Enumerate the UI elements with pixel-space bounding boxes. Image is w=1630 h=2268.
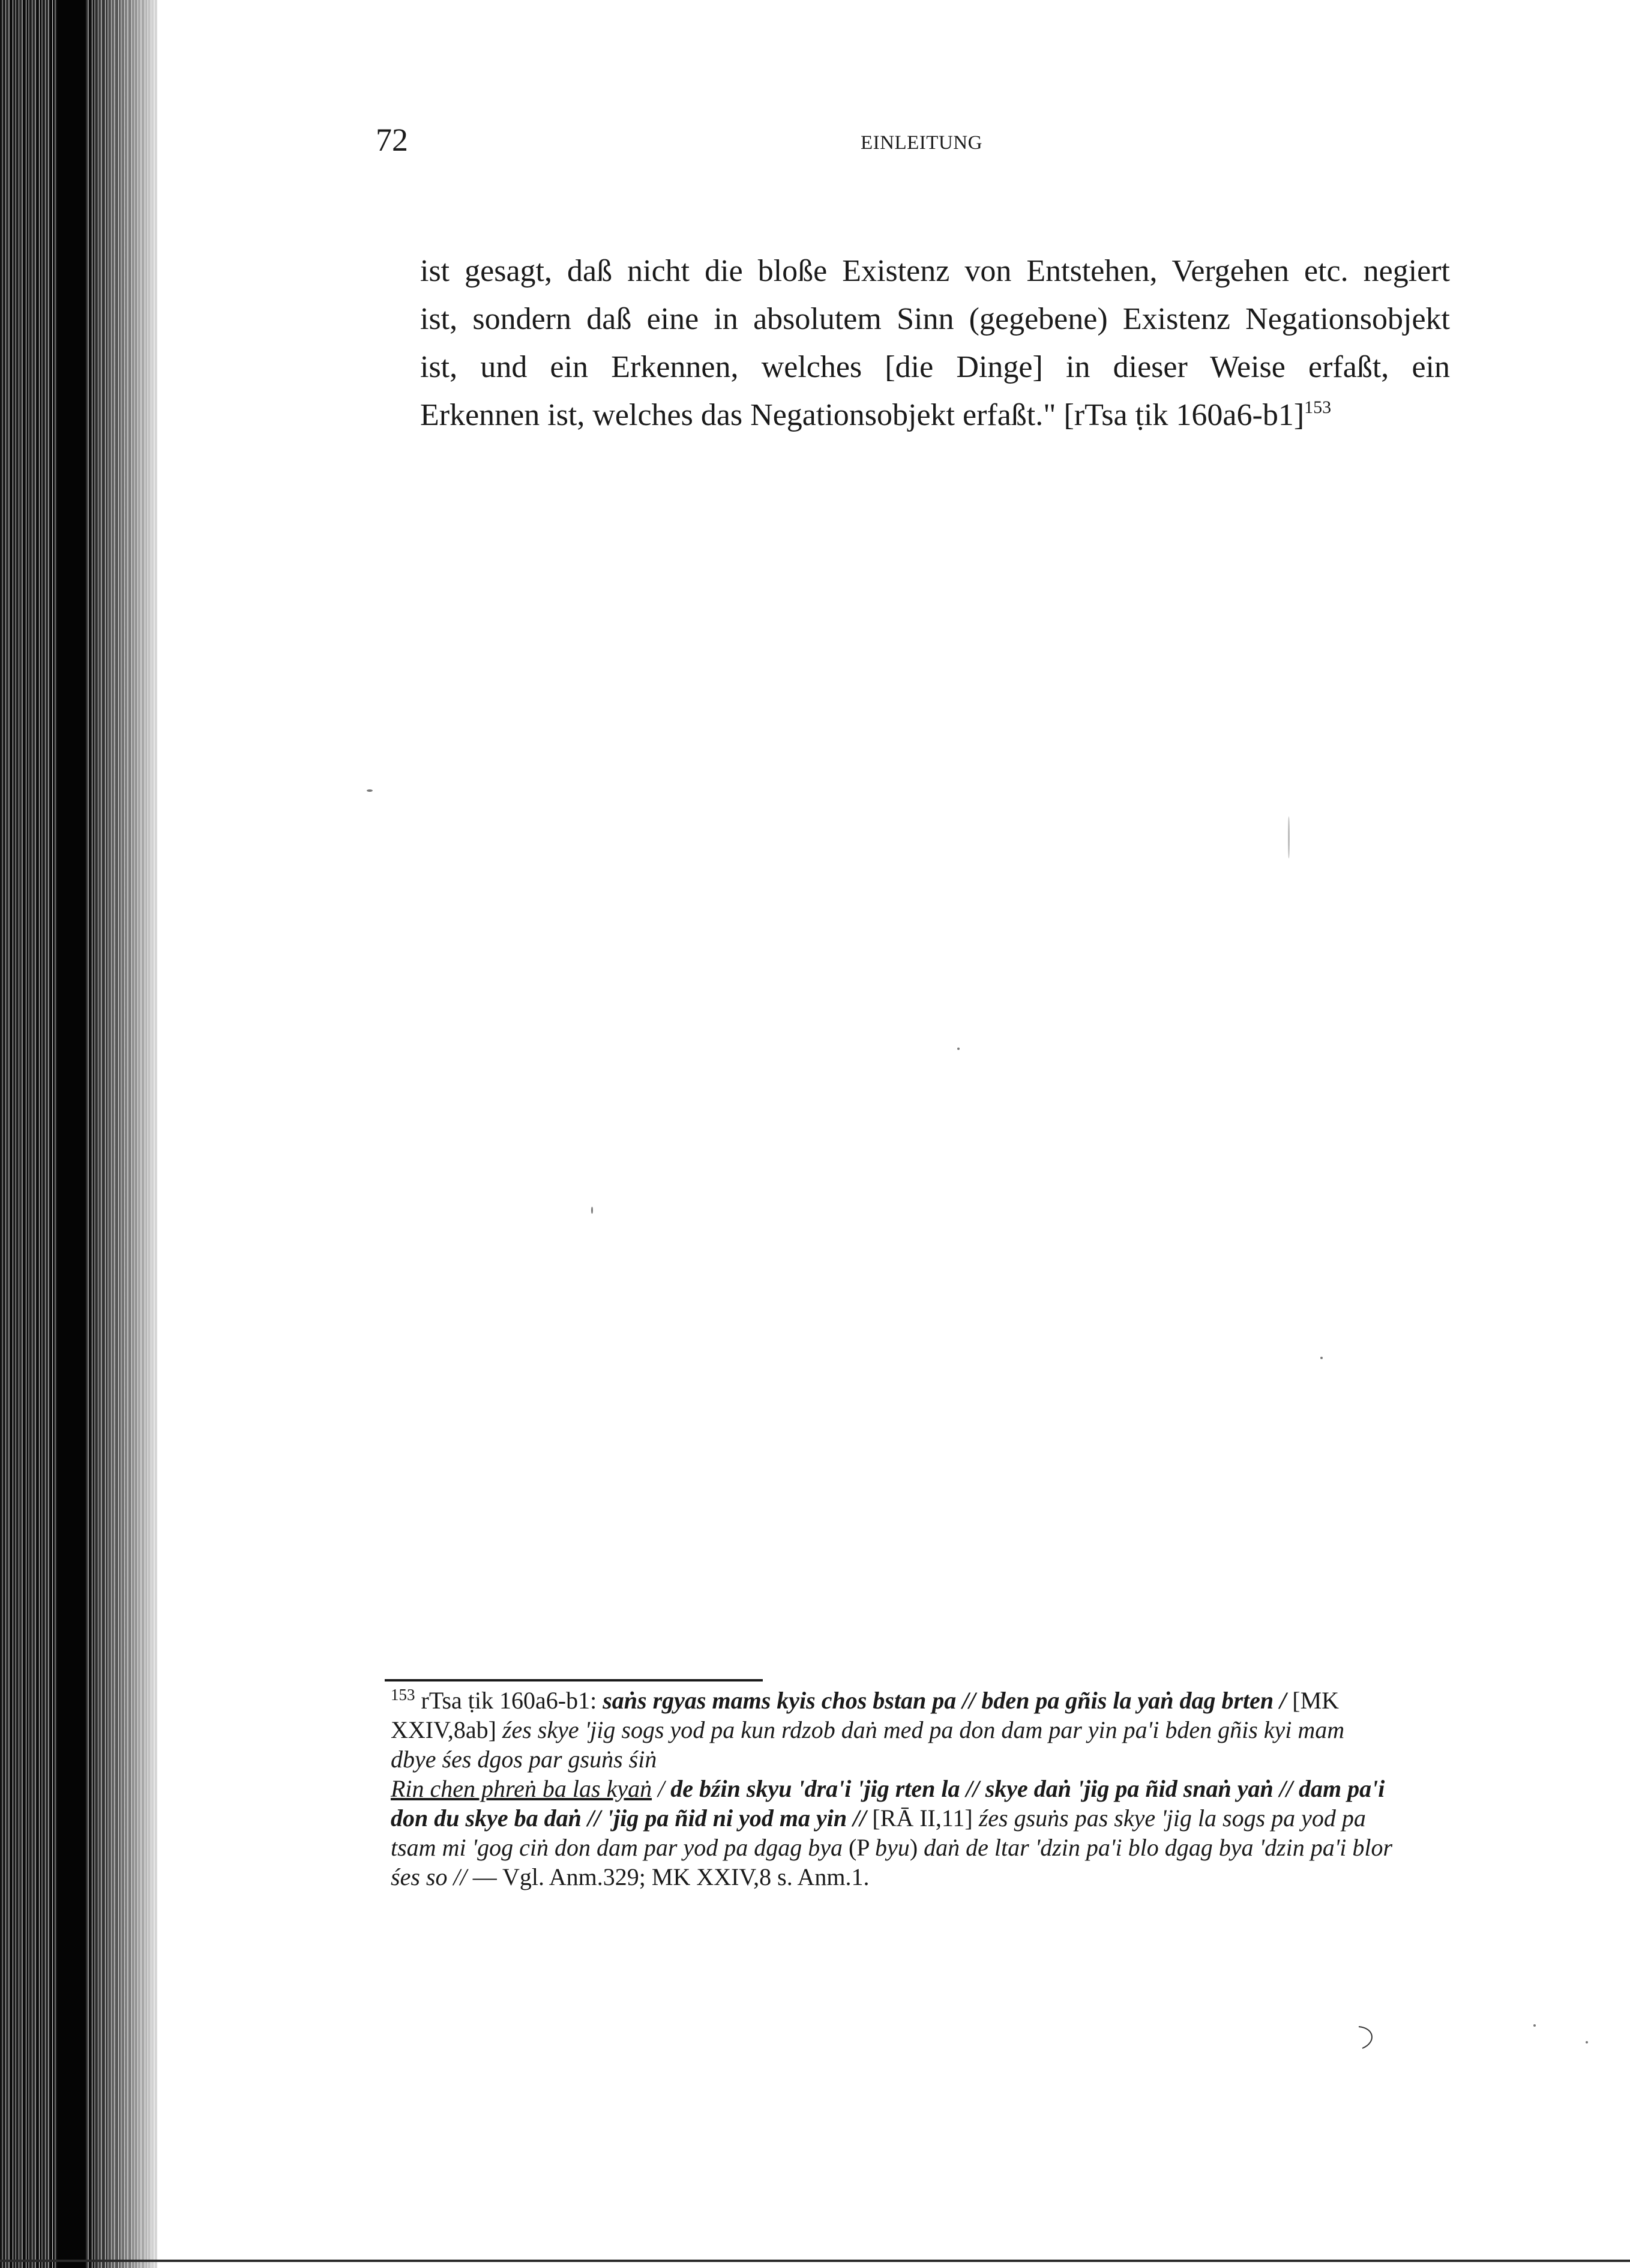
scan-speck bbox=[591, 1207, 593, 1214]
footnote-commentary: źes gsuṅs pas skye 'jig la sogs pa yod pa bbox=[978, 1805, 1366, 1832]
footnote-line bbox=[391, 1745, 1487, 1774]
footnote-verse: de bźin skyu 'dra'i 'jig rten la // skye daṅ 'jig pa ñid snaṅ yaṅ // dam pa'i bbox=[670, 1775, 1385, 1802]
footnote-line bbox=[391, 1862, 1487, 1892]
scan-speck bbox=[1320, 1357, 1323, 1359]
scan-speck bbox=[1288, 816, 1290, 858]
footnote-commentary: śes so // bbox=[391, 1863, 467, 1890]
scan-mark bbox=[1356, 2024, 1380, 2051]
body-line-text: Erkennen ist, welches das Negationsobjekt erfaßt." [rTsa ṭik 160a6-b1] bbox=[420, 398, 1305, 432]
footnote-text: ) bbox=[909, 1834, 924, 1861]
footnote-text: / bbox=[652, 1775, 671, 1802]
footnote-commentary: tsam mi 'gog ciṅ don dam par yod pa dgag bya bbox=[391, 1834, 843, 1861]
footnote-text: rTsa ṭik 160a6-b1: bbox=[415, 1687, 603, 1714]
footnote-commentary: dbye śes dgos par gsuṅs śiṅ bbox=[391, 1746, 657, 1773]
scan-bottom-edge bbox=[0, 2260, 1630, 2262]
footnote-line bbox=[391, 1833, 1487, 1862]
body-line: ist, sondern daß eine in absolutem Sinn (gegebene) Existenz Negationsobjekt bbox=[420, 302, 1450, 336]
footnote-number: 153 bbox=[391, 1686, 415, 1704]
page-number: 72 bbox=[376, 122, 408, 158]
body-paragraph bbox=[420, 247, 1450, 439]
footnote-text: XXIV,8ab] bbox=[391, 1716, 502, 1743]
footnote-verse: don du skye ba daṅ // 'jig pa ñid ni yod ma yin // bbox=[391, 1805, 867, 1832]
body-line: ist gesagt, daß nicht die bloße Existenz von Entstehen, Vergehen etc. negiert bbox=[420, 254, 1450, 288]
footnote-line bbox=[391, 1686, 1487, 1715]
footnote-text: [MK bbox=[1286, 1687, 1340, 1714]
footnote-verse: saṅs rgyas mams kyis chos bstan pa // bden pa gñis la yaṅ dag brten / bbox=[603, 1687, 1287, 1714]
footnote-commentary: źes skye 'jig sogs yod pa kun rdzob daṅ med pa don dam par yin pa'i bden gñis kyi mam bbox=[502, 1716, 1345, 1743]
footnote-text: (P bbox=[842, 1834, 876, 1861]
running-head: EINLEITUNG bbox=[861, 132, 982, 154]
body-line-last bbox=[420, 391, 1450, 439]
scan-speck bbox=[1533, 2024, 1536, 2027]
footnote-reference[interactable]: 153 bbox=[1304, 397, 1332, 417]
scan-speck bbox=[367, 789, 373, 792]
footnote-separator bbox=[385, 1679, 763, 1681]
footnote-text: — Vgl. Anm.329; MK XXIV,8 s. Anm.1. bbox=[466, 1863, 870, 1890]
body-line: ist, und ein Erkennen, welches [die Dinge] in dieser Weise erfaßt, ein bbox=[420, 350, 1450, 384]
footnote-line bbox=[391, 1803, 1487, 1833]
book-spine-shadow bbox=[57, 0, 86, 2268]
scan-speck bbox=[1586, 2041, 1588, 2043]
footnote-153 bbox=[391, 1686, 1487, 1892]
footnote-commentary: daṅ de ltar 'dzin pa'i blo dgag bya 'dzin pa'i blor bbox=[924, 1834, 1393, 1861]
book-spine-fade bbox=[90, 0, 157, 2268]
footnote-line bbox=[391, 1715, 1487, 1745]
scan-speck bbox=[957, 1048, 960, 1050]
footnote-text: [RĀ II,11] bbox=[866, 1805, 979, 1832]
footnote-variant: byu bbox=[875, 1834, 910, 1861]
footnote-underlined-text: Rin chen phreṅ ba las kyaṅ bbox=[391, 1775, 652, 1802]
footnote-line bbox=[391, 1774, 1487, 1803]
